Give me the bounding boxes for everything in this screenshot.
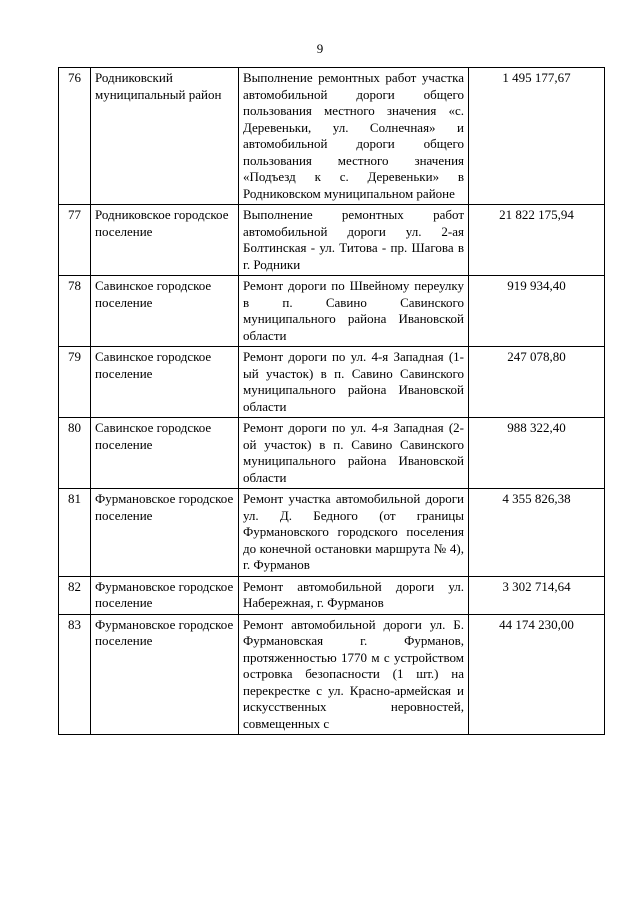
amount-value: 21 822 175,94 [469, 205, 605, 276]
row-number: 82 [59, 576, 91, 614]
table-row [59, 276, 605, 347]
table-row [59, 205, 605, 276]
table-row [59, 68, 605, 205]
amount-value: 3 302 714,64 [469, 576, 605, 614]
row-number: 78 [59, 276, 91, 347]
work-description: Ремонт участка автомобильной дороги ул. Д. Бедного (от границы Фурмановского городского поселения до конечной остановки маршрута № 4), г. Фурманов [239, 489, 469, 577]
work-description: Ремонт дороги по ул. 4-я Западная (2-ой участок) в п. Савино Савинского муниципального района Ивановской области [239, 418, 469, 489]
municipality-name: Савинское городское поселение [91, 418, 239, 489]
municipality-name: Фурмановское городское поселение [91, 614, 239, 735]
amount-value: 988 322,40 [469, 418, 605, 489]
work-description: Ремонт автомобильной дороги ул. Б. Фурмановская г. Фурманов, протяженностью 1770 м с устройством островка безопасности (1 шт.) на перекрестке с ул. Красно-армейская и искусственных неровностей, совмещенных с [239, 614, 469, 735]
table-row [59, 576, 605, 614]
municipality-name: Савинское городское поселение [91, 276, 239, 347]
works-table [58, 67, 605, 735]
amount-value: 247 078,80 [469, 347, 605, 418]
amount-value: 44 174 230,00 [469, 614, 605, 735]
row-number: 79 [59, 347, 91, 418]
table-row [59, 418, 605, 489]
row-number: 81 [59, 489, 91, 577]
municipality-name: Родниковский муниципальный район [91, 68, 239, 205]
work-description: Ремонт дороги по ул. 4-я Западная (1-ый участок) в п. Савино Савинского муниципального района Ивановской области [239, 347, 469, 418]
work-description: Выполнение ремонтных работ автомобильной дороги ул. 2-ая Болтинская - ул. Титова - пр. Шагова в г. Родники [239, 205, 469, 276]
page-number: 9 [316, 41, 324, 56]
amount-value: 1 495 177,67 [469, 68, 605, 205]
table-row [59, 347, 605, 418]
row-number: 80 [59, 418, 91, 489]
amount-value: 4 355 826,38 [469, 489, 605, 577]
table-row [59, 614, 605, 735]
row-number: 83 [59, 614, 91, 735]
row-number: 76 [59, 68, 91, 205]
municipality-name: Савинское городское поселение [91, 347, 239, 418]
work-description: Ремонт автомобильной дороги ул. Набережная, г. Фурманов [239, 576, 469, 614]
row-number: 77 [59, 205, 91, 276]
municipality-name: Фурмановское городское поселение [91, 489, 239, 577]
table-row [59, 489, 605, 577]
work-description: Выполнение ремонтных работ участка автомобильной дороги общего пользования местного значения «с. Деревеньки, ул. Солнечная» и автомобильной дороги общего пользования местного значения «Подъезд к с. Деревеньки» в Родниковском муниципальном районе [239, 68, 469, 205]
municipality-name: Фурмановское городское поселение [91, 576, 239, 614]
amount-value: 919 934,40 [469, 276, 605, 347]
municipality-name: Родниковское городское поселение [91, 205, 239, 276]
work-description: Ремонт дороги по Швейному переулку в п. Савино Савинского муниципального района Ивановской области [239, 276, 469, 347]
